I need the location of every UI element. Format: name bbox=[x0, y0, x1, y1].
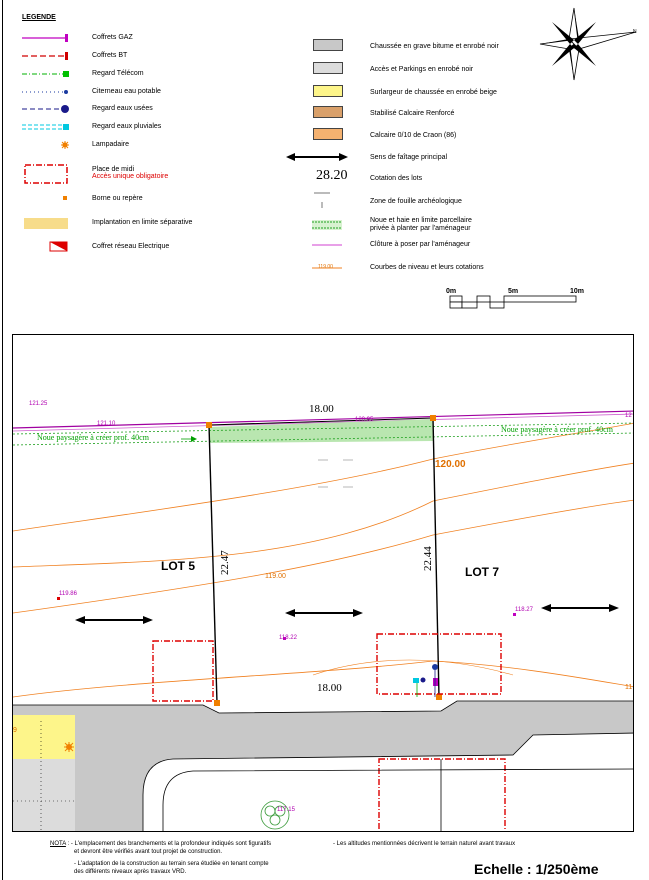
legend-acces: Accès et Parkings en enrobé noir bbox=[370, 66, 474, 73]
lot-5-depth: 22.47 bbox=[219, 550, 231, 575]
front-top-dim: 18.00 bbox=[309, 403, 334, 415]
legend-cloture: Clôture à poser par l'aménageur bbox=[370, 241, 471, 248]
scale-0: 0m bbox=[446, 288, 457, 295]
nota-line-3: - L'adaptation de la construction au terrain sera étudiée en tenant compte bbox=[74, 861, 269, 867]
legend-cotation-sample: 28.20 bbox=[316, 168, 348, 183]
nota bbox=[50, 840, 271, 848]
legend-stabilise: Stabilisé Calcaire Renforcé bbox=[370, 110, 455, 117]
legend-chaussee: Chaussée en grave bitume et enrobé noir bbox=[370, 43, 499, 50]
legend-borne: Borne ou repère bbox=[92, 195, 143, 202]
front-bottom-dim: 18.00 bbox=[317, 682, 342, 694]
alt-121-10: 121.10 bbox=[97, 421, 116, 427]
curve-119: 119.00 bbox=[265, 573, 286, 580]
legend-curve-sample: 119.00 bbox=[318, 264, 333, 270]
legend-title: LEGENDE bbox=[22, 14, 56, 21]
alt-119-86: 119.86 bbox=[59, 591, 77, 597]
legend-implantation: Implantation en limite séparative bbox=[92, 219, 193, 226]
legend-eau-potable: Citerneau eau potable bbox=[92, 88, 161, 95]
north-label: N bbox=[633, 29, 637, 35]
echelle-label: Echelle : 1/250ème bbox=[474, 861, 599, 877]
alt-121-25: 121.25 bbox=[29, 401, 48, 407]
legend-bt: Coffrets BT bbox=[92, 52, 128, 59]
nota-right: - Les altitudes mentionnées décrivent le terrain naturel avant travaux bbox=[333, 841, 516, 847]
noue-label-right: Noue paysagère à créer prof. 40cm bbox=[501, 425, 613, 434]
page-border bbox=[2, 0, 3, 880]
legend-faitage: Sens de faîtage principal bbox=[370, 154, 448, 161]
alt-9: 9 bbox=[13, 727, 17, 734]
curve-120: 120.00 bbox=[435, 459, 466, 470]
swatch-stabilise bbox=[313, 106, 343, 118]
alt-11: 11 bbox=[625, 684, 633, 691]
legend-coffret-elec: Coffret réseau Electrique bbox=[92, 243, 170, 250]
alt-12: 12 bbox=[625, 413, 632, 419]
nota-line-2: et devront être vérifiés avant tout projet de construction. bbox=[74, 849, 223, 855]
legend-fouille: Zone de fouille archéologique bbox=[370, 198, 462, 205]
legend-noue-2: privée à planter par l'aménageur bbox=[370, 225, 471, 232]
legend-gaz: Coffrets GAZ bbox=[92, 34, 133, 41]
scale-bar bbox=[446, 294, 580, 310]
north-arrow-icon bbox=[534, 4, 644, 86]
legend-surlargeur: Surlargeur de chaussée en enrobé beige bbox=[370, 89, 497, 96]
legend-left-symbols bbox=[20, 30, 72, 260]
alt-120-95: 120.95 bbox=[355, 417, 374, 423]
swatch-surlargeur bbox=[313, 85, 343, 97]
swatch-chaussee bbox=[313, 39, 343, 51]
legend-calcaire: Calcaire 0/10 de Craon (86) bbox=[370, 132, 457, 139]
swatch-acces bbox=[313, 62, 343, 74]
nota-line-4: des différents niveaux après travaux VRD. bbox=[74, 869, 187, 875]
legend-noue: Noue et haie en limite parcellaire bbox=[370, 217, 472, 224]
scale-10: 10m bbox=[570, 288, 585, 295]
nota-title: NOTA bbox=[50, 841, 66, 847]
noue-label-left: Noue paysagère à créer prof. 40cm bbox=[37, 433, 149, 442]
alt-117-15: 117.15 bbox=[277, 807, 295, 813]
lot-7-label: LOT 7 bbox=[465, 565, 500, 579]
legend-place-midi-sub: Accès unique obligatoire bbox=[92, 173, 169, 180]
nota-line-1: : - L'emplacement des branchements et la profondeur indiqués sont figuratifs bbox=[67, 841, 272, 847]
legend-cotation: Cotation des lots bbox=[370, 175, 423, 182]
legend-pluviales: Regard eaux pluviales bbox=[92, 123, 162, 130]
lot-5-label: LOT 5 bbox=[161, 559, 196, 573]
alt-118-22: 118.22 bbox=[279, 635, 297, 641]
legend-lampadaire: Lampadaire bbox=[92, 141, 129, 148]
legend-telecom: Regard Télécom bbox=[92, 70, 144, 77]
alt-118-27: 118.27 bbox=[515, 607, 533, 613]
swatch-calcaire bbox=[313, 128, 343, 140]
legend-eaux-usees: Regard eaux usées bbox=[92, 105, 153, 112]
legend-place-midi: Place de midi bbox=[92, 166, 135, 173]
plan-map bbox=[12, 334, 634, 832]
legend-courbes: Courbes de niveau et leurs cotations bbox=[370, 264, 484, 271]
scale-5: 5m bbox=[508, 288, 519, 295]
lot-7-depth: 22.44 bbox=[422, 546, 434, 571]
